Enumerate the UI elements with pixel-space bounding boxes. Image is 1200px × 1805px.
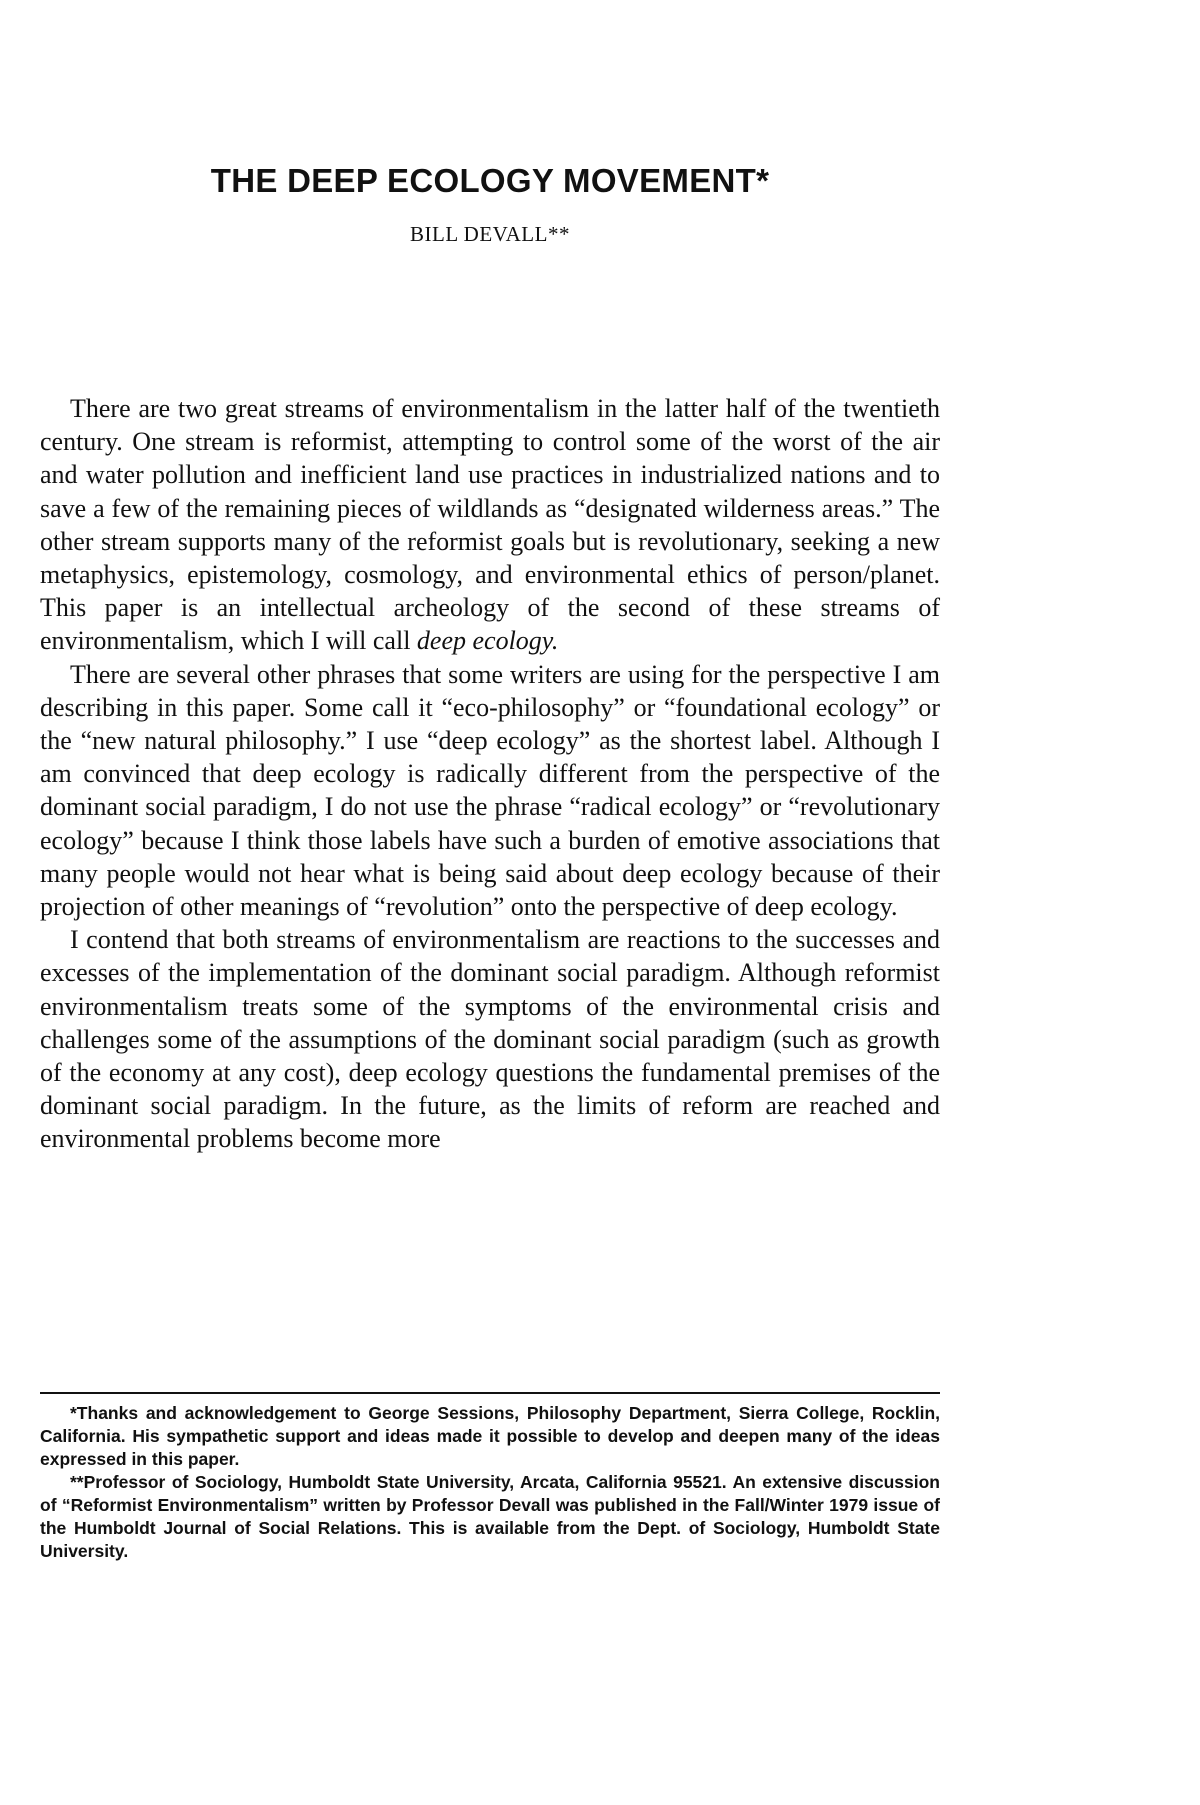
footnotes <box>40 1402 940 1563</box>
article-author: BILL DEVALL** <box>410 222 570 246</box>
deep-ecology-term: deep ecology. <box>416 626 559 656</box>
article-page <box>40 0 940 1805</box>
body-paragraph-1-text: There are two great streams of environmentalism in the latter half of the twentieth century. One stream is reformist, attempting to control some of the worst of the air and water pollution and inefficient land use practices in industrialized nations and to save a few of the remaining pieces of wildlands as “designated wilderness areas.” The other stream supports many of the reformist goals but is revolutionary, seeking a new metaphysics, epistemology, cosmology, and environmental ethics of person/planet. This paper is an intellectual archeology of the second of these streams of environmentalism, which I will call <box>40 394 940 656</box>
article-body <box>40 392 940 1156</box>
footnote-divider <box>40 1392 940 1394</box>
footnote-1: *Thanks and acknowledgement to George Sessions, Philosophy Department, Sierra College, Rocklin, California. His sympathetic support and ideas made it possible to develop and deepen many of the ideas expressed in this paper. <box>40 1403 940 1469</box>
body-paragraph-1 <box>40 392 940 658</box>
body-paragraph-3: I contend that both streams of environmentalism are reactions to the successes and excesses of the implementation of the dominant social paradigm. Although reformist environmentalism treats some of the symptoms of the environmental crisis and challenges some of the assumptions of the dominant social paradigm (such as growth of the economy at any cost), deep ecology questions the fundamental premises of the dominant social paradigm. In the future, as the limits of reform are reached and environmental problems become more <box>40 925 940 1154</box>
footnote-2: **Professor of Sociology, Humboldt State University, Arcata, California 95521. An extensive discussion of “Reformist Environmentalism” written by Professor Devall was published in the Fall/Winter 1979 issue of the Humboldt Journal of Social Relations. This is available from the Dept. of Sociology, Humboldt State University. <box>40 1472 940 1561</box>
body-paragraph-2: There are several other phrases that some writers are using for the perspective I am describing in this paper. Some call it “eco-philosophy” or “foundational ecology” or the “new natural philosophy.” I use “deep ecology” as the shortest label. Although I am convinced that deep ecology is radically different from the perspective of the dominant social paradigm, I do not use the phrase “radical ecology” or “revolutionary ecology” because I think those labels have such a burden of emotive associations that many people would not hear what is being said about deep ecology because of their projection of other meanings of “revolution” onto the perspective of deep ecology. <box>40 659 940 922</box>
article-title: THE DEEP ECOLOGY MOVEMENT* <box>210 162 770 199</box>
